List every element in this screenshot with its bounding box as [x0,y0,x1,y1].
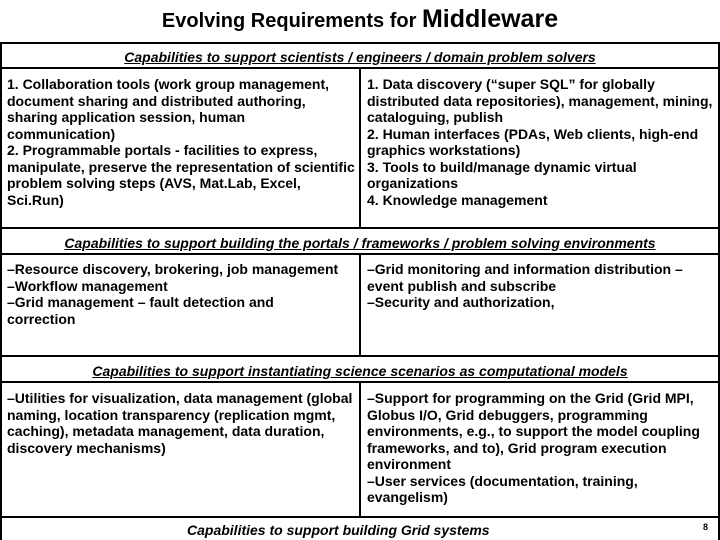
section-header-scientists: Capabilities to support scientists / engineers / domain problem solvers [124,49,596,65]
list-item: –Grid monitoring and information distribution – event publish and subscribe [367,261,683,294]
section-header-grid-systems: Capabilities to support building Grid systems [187,522,490,538]
list-item: –Support for programming on the Grid (Grid MPI, Globus I/O, Grid debuggers, programming environments, e.g., to support the model coupling frameworks, and to), Grid program execution environment [367,390,700,472]
divider-section3 [359,381,361,516]
list-item: 1. Collaboration tools (work group management, document sharing and distributed authoring, sharing application session, human communication) [7,76,330,142]
list-item: 2. Human interfaces (PDAs, Web clients, high-end graphics workstations) [367,125,699,158]
rule-left [0,42,2,540]
list-item: –User services (documentation, training, evangelism) [367,472,638,505]
divider-section2 [359,253,361,355]
section-header-portals: Capabilities to support building the portals / frameworks / problem solving environments [64,235,656,251]
section-header-science-scenarios: Capabilities to support instantiating science scenarios as computational models [92,363,628,379]
rule-section3-top [0,355,720,357]
page-number: 8 [703,522,709,532]
list-item: 4. Knowledge management [367,191,548,208]
rule-top [0,42,720,44]
list-item: –Workflow management [7,277,168,294]
section1-right-cell [367,76,715,208]
list-item: 3. Tools to build/manage dynamic virtual organizations [367,158,637,191]
rule-bottom [0,516,720,518]
section2-left-cell [7,261,343,327]
list-item: –Resource discovery, brokering, job management [7,261,339,277]
page-title: Evolving Requirements for Middleware [161,5,559,33]
section3-right-cell [367,390,713,506]
list-item: 2. Programmable portals - facilities to express, manipulate, preserve the representation of scientific problem solving steps (AVS, Mat.Lab, Excel, Sci.Run) [7,142,355,208]
list-item: –Security and authorization, [367,294,555,310]
list-item: –Utilities for visualization, data management (global naming, location transparency (replication mgmt, caching), metadata management, data duration, discovery mechanisms) [7,390,353,456]
rule-section2-top [0,227,720,229]
divider-section1 [359,67,361,227]
list-item: 1. Data discovery (“super SQL” for globally distributed data repositories), management, mining, cataloguing, publish [367,76,713,125]
section3-left-cell [7,390,353,456]
list-item: –Grid management – fault detection and correction [7,294,274,327]
section2-right-cell [367,261,703,311]
section1-left-cell [7,76,355,208]
